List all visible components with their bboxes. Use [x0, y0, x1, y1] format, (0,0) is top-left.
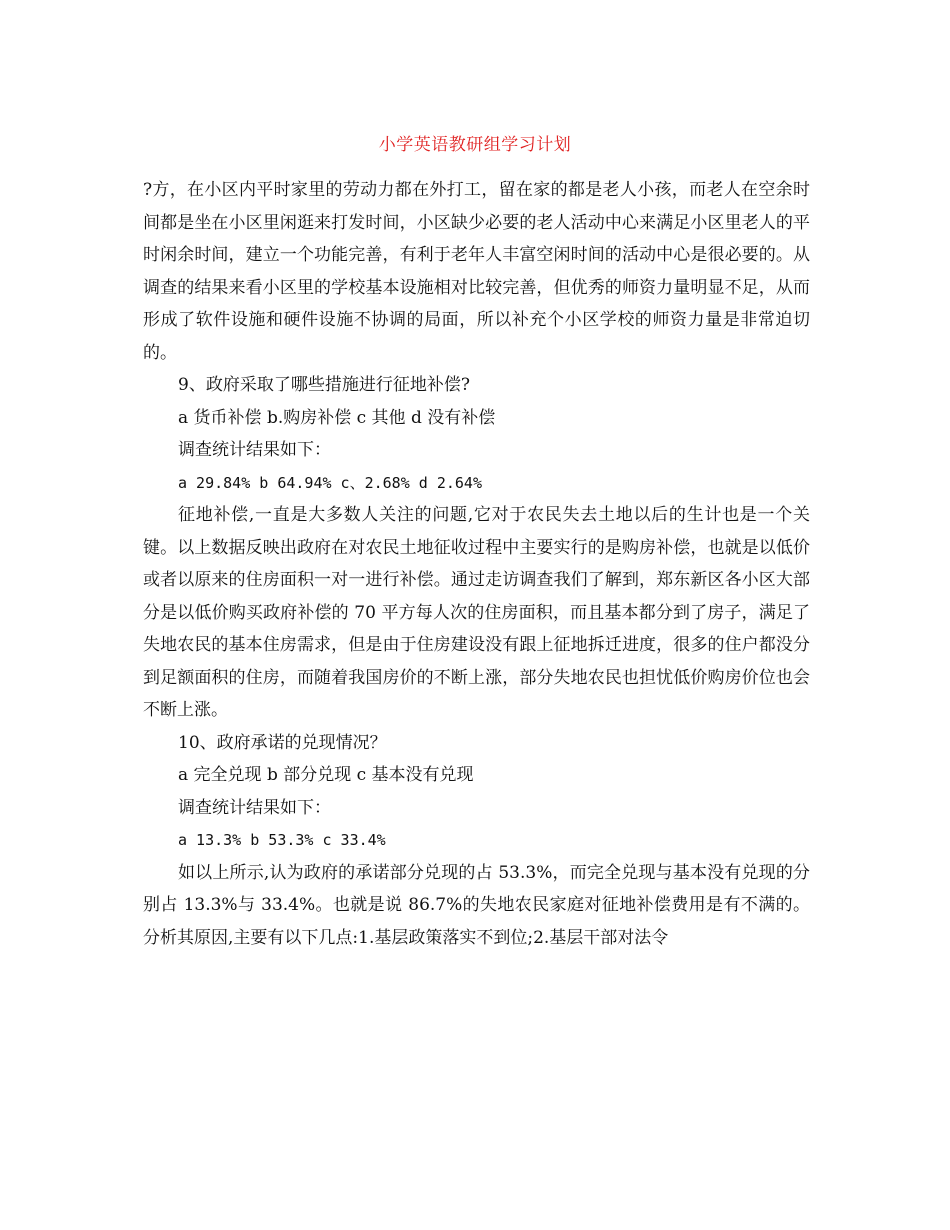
question-10-results-label: 调查统计结果如下：: [178, 797, 331, 818]
question-9-results: a 29.84% b 64.94% c、2.68% d 2.64%: [178, 473, 482, 492]
paragraph-community-facilities: ?方，在小区内平时家里的劳动力都在外打工，留在家的都是老人小孩，而老人在空余时间都是坐在小区里闲逛来打发时间，小区缺少必要的老人活动中心来满足小区里老人的平时闲余时间，建立一个功能完善，有利于老年人丰富空闲时间的活动中心是很必要的。从调查的结果来看小区里的学校基本设施相对比较完善，但优秀的师资力量明显不足，从而形成了软件设施和硬件设施不协调的局面，所以补充个小区学校的师资力量是非常迫切的。: [143, 180, 810, 363]
document-body: [143, 174, 810, 954]
question-10: 10、政府承诺的兑现情况？: [178, 732, 387, 753]
question-9-options: a 货币补偿 b.购房补偿 c 其他 d 没有补偿: [178, 407, 496, 428]
paragraph-compensation-analysis: 征地补偿,一直是大多数人关注的问题,它对于农民失去土地以后的生计也是一个关键。以上数据反映出政府在对农民土地征收过程中主要实行的是购房补偿，也就是以低价或者以原来的住房面积一对一进行补偿。通过走访调查我们了解到，郑东新区各小区大部分是以低价购买政府补偿的 70 平方每人次的住房面积，而且基本都分到了房子，满足了失地农民的基本住房需求，但是由于住房建设没有跟上征地拆迁进度，很多的住户都没分到足额面积的住房，而随着我国房价的不断上涨，部分失地农民也担忧低价购房价位也会不断上涨。: [143, 505, 810, 720]
document-title: 小学英语教研组学习计划: [378, 135, 572, 155]
paragraph-promise-analysis: 如以上所示,认为政府的承诺部分兑现的占 53.3%，而完全兑现与基本没有兑现的分别占 13.3%与 33.4%。也就是说 86.7%的失地农民家庭对征地补偿费用是有不满的。分析其原因,主要有以下几点:1.基层政策落实不到位;2.基层干部对法令: [143, 862, 810, 948]
question-9: 9、政府采取了哪些措施进行征地补偿?: [178, 375, 470, 395]
question-9-results-label: 调查统计结果如下：: [178, 440, 331, 460]
question-10-options: a 完全兑现 b 部分兑现 c 基本没有兑现: [178, 765, 474, 785]
question-10-results: a 13.3% b 53.3% c 33.4%: [178, 831, 386, 849]
